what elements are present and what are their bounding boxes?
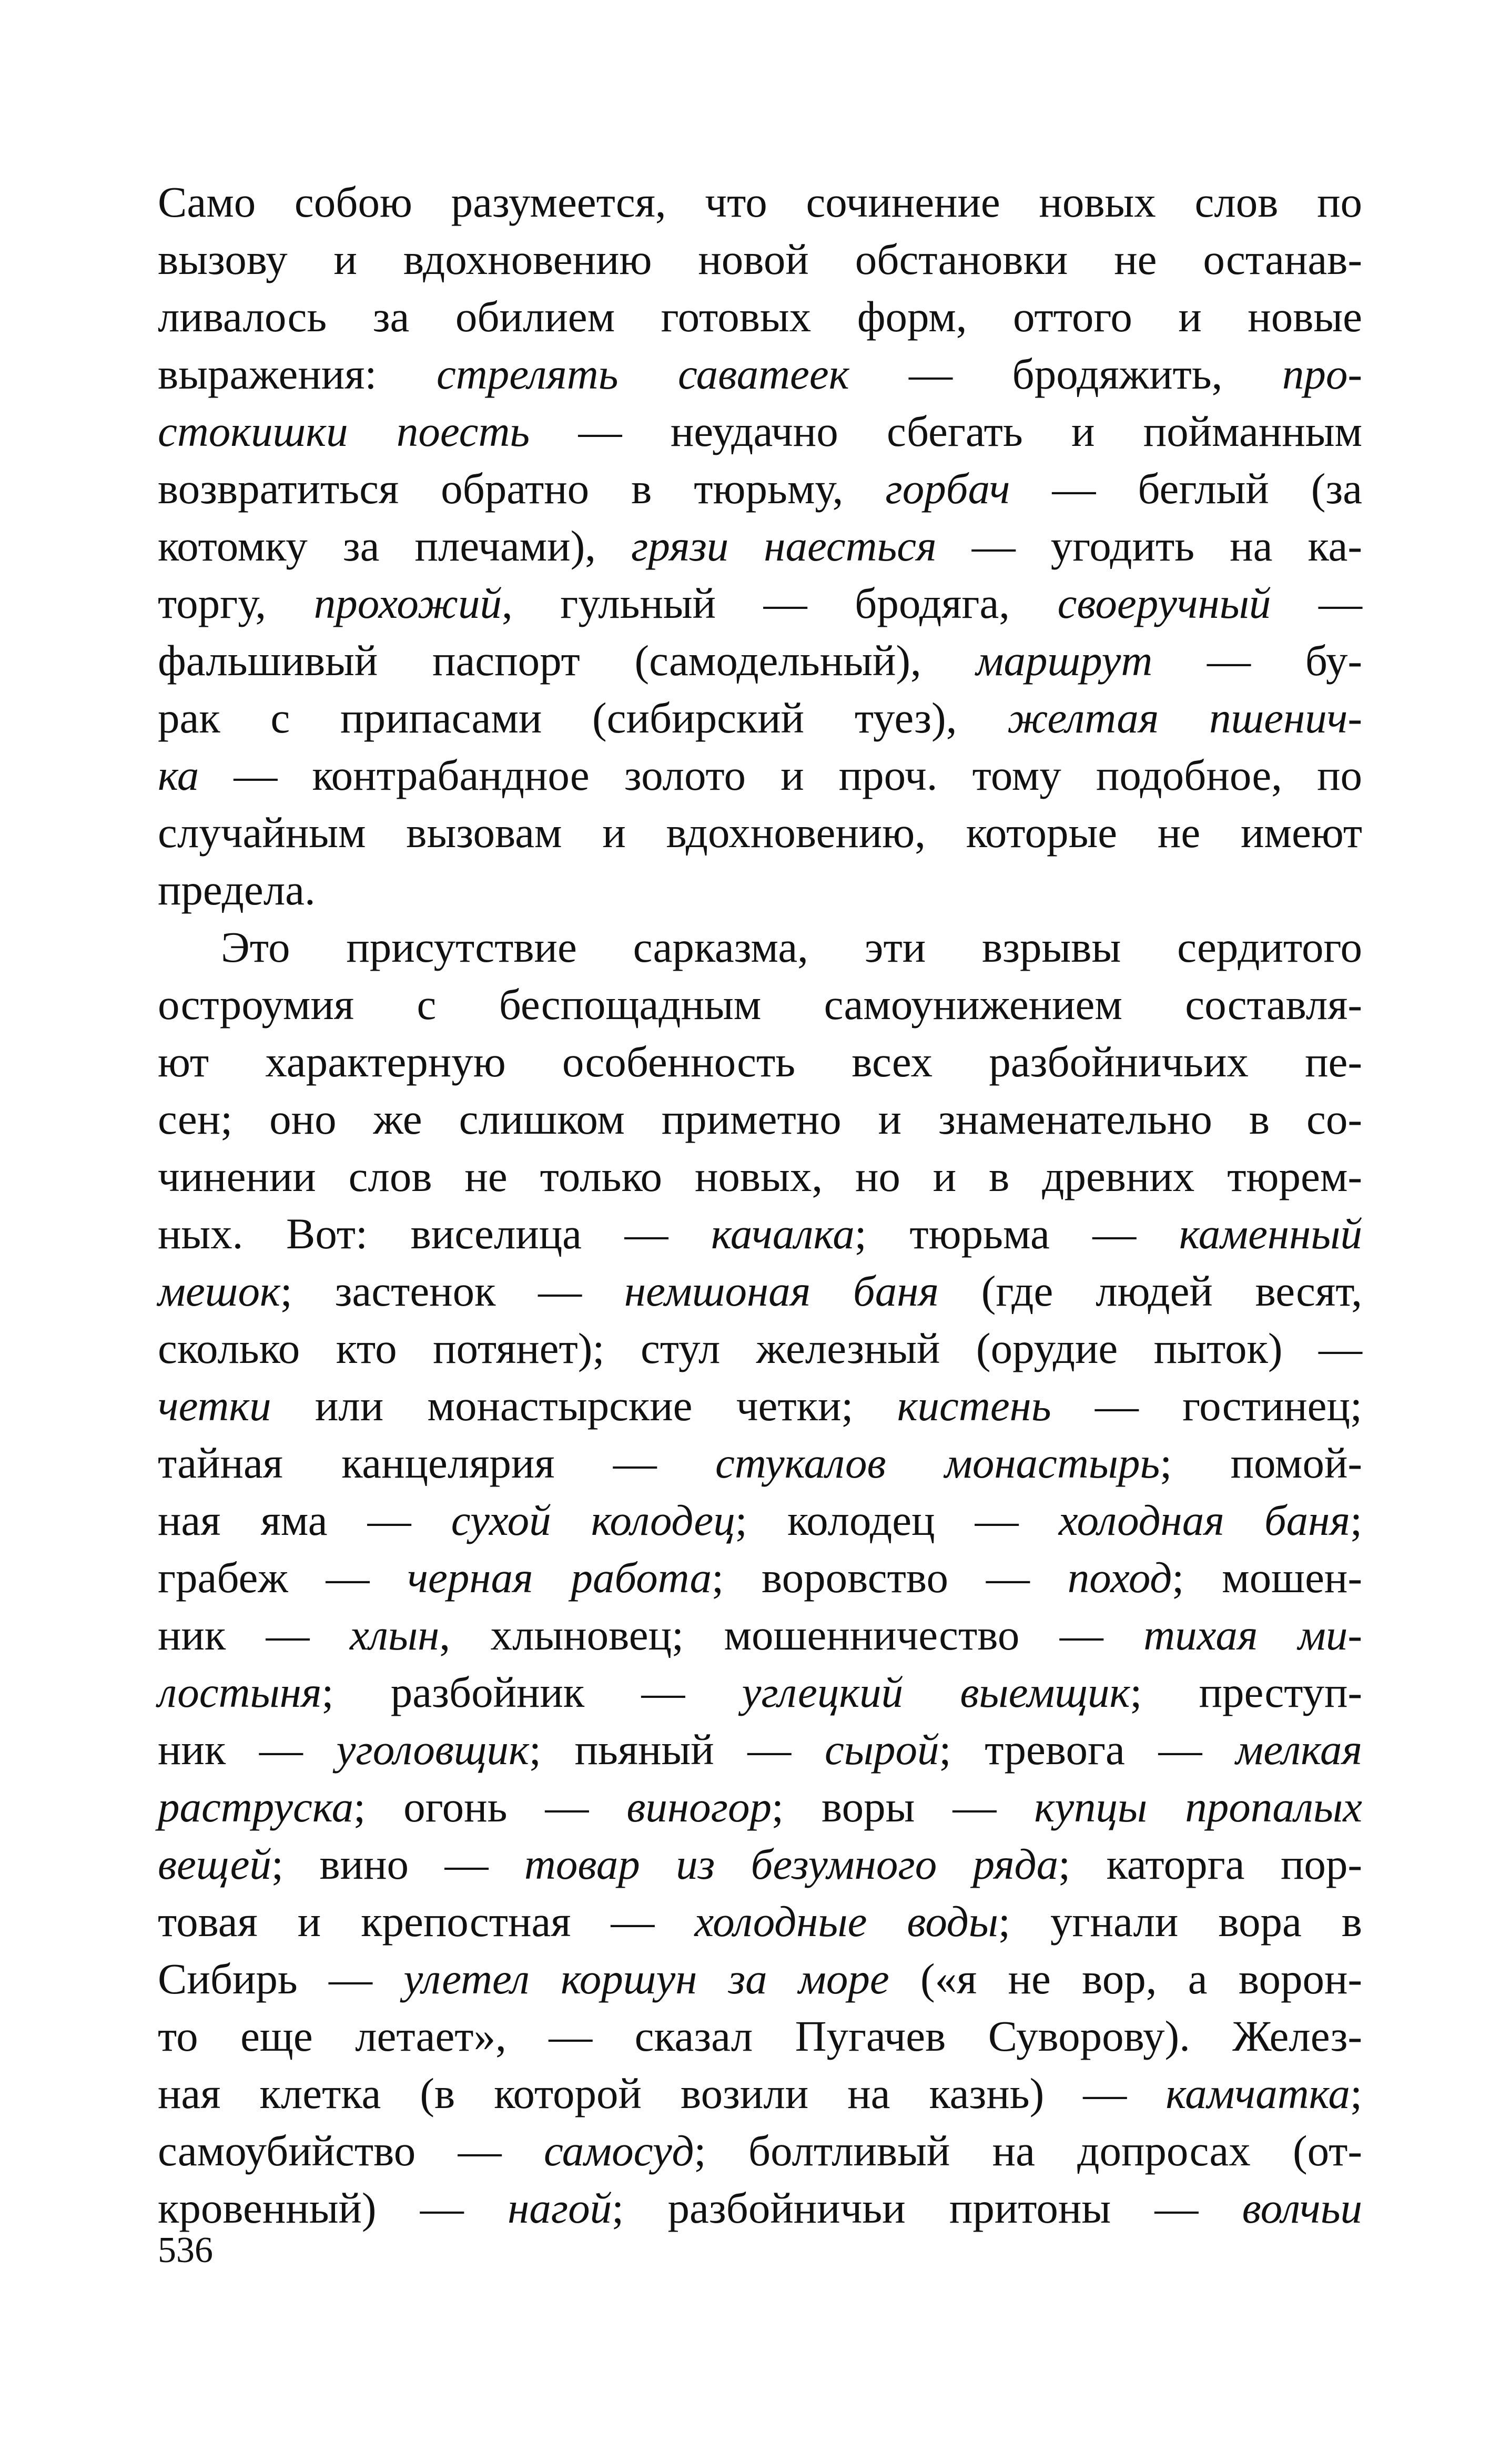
italic-term: горбач bbox=[885, 464, 1010, 513]
text-run: сен; оно же слишком приметно и знаменательно в со- bbox=[158, 1095, 1362, 1143]
text-run: ; тревога — bbox=[939, 1725, 1236, 1774]
text-line bbox=[158, 976, 1362, 1033]
text-line bbox=[158, 1205, 1362, 1262]
text-run: остроумия с беспощадным самоунижением составля- bbox=[158, 980, 1362, 1029]
text-run: — беглый (за bbox=[1010, 464, 1362, 513]
italic-term: грязи наесться bbox=[631, 522, 937, 570]
text-line bbox=[158, 1664, 1362, 1721]
text-run: Это присутствие сарказма, эти взрывы сердитого bbox=[221, 923, 1362, 971]
text-run: ; угнали вора в bbox=[998, 1897, 1362, 1946]
text-line bbox=[158, 804, 1362, 861]
text-line bbox=[158, 1893, 1362, 1950]
text-run: («я не вор, а ворон- bbox=[889, 1954, 1363, 2003]
italic-term: товар из безумного ряда bbox=[524, 1840, 1059, 1888]
text-line bbox=[158, 1262, 1362, 1320]
text-run: ; мошен- bbox=[1172, 1553, 1362, 1602]
text-line bbox=[158, 1778, 1362, 1836]
italic-term: холодные воды bbox=[694, 1897, 998, 1946]
text-run: ; тюрьма — bbox=[854, 1209, 1179, 1258]
text-line bbox=[158, 1721, 1362, 1778]
text-line bbox=[158, 1434, 1362, 1492]
text-line bbox=[158, 1606, 1362, 1664]
italic-term: раструска bbox=[158, 1783, 354, 1831]
text-line bbox=[158, 403, 1362, 460]
text-line bbox=[158, 231, 1362, 288]
text-run: ник — bbox=[158, 1611, 350, 1659]
text-run: ная яма — bbox=[158, 1496, 451, 1544]
italic-term: качалка bbox=[711, 1209, 855, 1258]
text-line bbox=[158, 1836, 1362, 1893]
text-line bbox=[158, 345, 1362, 403]
italic-term: улетел коршун за море bbox=[403, 1954, 889, 2003]
text-line bbox=[158, 632, 1362, 689]
text-run: выражения: bbox=[158, 350, 437, 398]
italic-term: сухой колодец bbox=[451, 1496, 735, 1544]
text-line bbox=[158, 460, 1362, 517]
italic-term: камчатка bbox=[1166, 2069, 1350, 2117]
italic-term: волчьи bbox=[1242, 2184, 1362, 2232]
text-line bbox=[158, 1091, 1362, 1148]
italic-term: лостыня bbox=[158, 1668, 322, 1716]
text-run: ; помой- bbox=[1160, 1439, 1363, 1487]
text-run: ; застенок — bbox=[280, 1267, 624, 1315]
italic-term: тихая ми- bbox=[1143, 1611, 1362, 1659]
italic-term: своеручный bbox=[1057, 579, 1271, 627]
text-line bbox=[158, 1033, 1362, 1091]
text-run: — контрабандное золото и проч. тому подобное, по bbox=[199, 751, 1362, 799]
text-run: сколько кто потянет); стул железный (орудие пыток) — bbox=[158, 1324, 1362, 1372]
text-line bbox=[158, 2008, 1362, 2065]
text-run: возвратиться обратно в тюрьму, bbox=[158, 464, 886, 513]
text-run: торгу, bbox=[158, 579, 314, 627]
text-run: котомку за плечами), bbox=[158, 522, 632, 570]
text-run: ; разбойник — bbox=[321, 1668, 742, 1716]
italic-term: стукалов монастырь bbox=[715, 1439, 1160, 1487]
italic-term: черная работа bbox=[407, 1553, 712, 1602]
italic-term: самосуд bbox=[543, 2126, 694, 2175]
text-line bbox=[158, 1148, 1362, 1205]
italic-term: виногор bbox=[626, 1783, 772, 1831]
text-line bbox=[158, 288, 1362, 345]
text-line bbox=[158, 1320, 1362, 1377]
italic-term: холодная баня bbox=[1058, 1496, 1350, 1544]
text-line bbox=[158, 1950, 1362, 2008]
italic-term: мелкая bbox=[1235, 1725, 1363, 1774]
text-line bbox=[158, 747, 1362, 804]
text-run: кровенный) — bbox=[158, 2184, 508, 2232]
italic-term: ка bbox=[158, 751, 199, 799]
text-line bbox=[158, 1549, 1362, 1606]
text-run: рак с припасами (сибирский туез), bbox=[158, 694, 1008, 742]
text-run: Сибирь — bbox=[158, 1954, 404, 2003]
text-run: Само собою разумеется, что сочинение новых слов по bbox=[158, 178, 1362, 226]
text-run: , гульный — бродяга, bbox=[501, 579, 1058, 627]
italic-term: кистень bbox=[897, 1381, 1051, 1430]
text-run: грабеж — bbox=[158, 1553, 408, 1602]
italic-term: углецкий выемщик bbox=[742, 1668, 1130, 1716]
text-line bbox=[158, 517, 1362, 575]
text-line bbox=[158, 1377, 1362, 1434]
text-run: ных. Вот: виселица — bbox=[158, 1209, 712, 1258]
text-run: ; bbox=[1350, 2069, 1362, 2117]
italic-term: купцы пропалых bbox=[1034, 1783, 1362, 1831]
text-run: ; преступ- bbox=[1130, 1668, 1362, 1716]
italic-term: четки bbox=[158, 1381, 271, 1430]
text-line bbox=[158, 2180, 1362, 2237]
text-run: или монастырские четки; bbox=[271, 1381, 897, 1430]
text-run: то еще летает», — сказал Пугачев Суворову). Желез- bbox=[158, 2012, 1362, 2060]
text-run: тайная канцелярия — bbox=[158, 1439, 716, 1487]
text-line bbox=[158, 861, 1362, 919]
italic-term: немшоная баня bbox=[624, 1267, 939, 1315]
text-run: — неудачно сбегать и пойманным bbox=[530, 407, 1362, 455]
text-run: ; разбойничьи притоны — bbox=[612, 2184, 1242, 2232]
italic-term: хлын bbox=[349, 1611, 440, 1659]
text-line bbox=[158, 2065, 1362, 2122]
page-number: 536 bbox=[158, 2230, 213, 2270]
text-run: фальшивый паспорт (самодельный), bbox=[158, 636, 976, 685]
italic-term: желтая пшенич- bbox=[1007, 694, 1362, 742]
text-run: — гостинец; bbox=[1051, 1381, 1362, 1430]
text-run: — bbox=[1271, 579, 1362, 627]
text-run: ; пьяный — bbox=[529, 1725, 825, 1774]
text-line bbox=[158, 575, 1362, 632]
text-run: ник — bbox=[158, 1725, 337, 1774]
text-run: ; каторга пор- bbox=[1058, 1840, 1363, 1888]
text-line bbox=[158, 174, 1362, 231]
text-run: товая и крепостная — bbox=[158, 1897, 695, 1946]
text-run: ; болтливый на допросах (от- bbox=[694, 2126, 1362, 2175]
text-run: ют характерную особенность всех разбойничьих пе- bbox=[158, 1037, 1362, 1086]
italic-term: мешок bbox=[158, 1267, 280, 1315]
italic-term: уголовщик bbox=[336, 1725, 529, 1774]
text-line bbox=[158, 689, 1362, 747]
text-run: — бу- bbox=[1152, 636, 1362, 685]
text-run: случайным вызовам и вдохновению, которые не имеют bbox=[158, 808, 1362, 857]
text-run: чинении слов не только новых, но и в древних тюрем- bbox=[158, 1152, 1362, 1200]
italic-term: вещей bbox=[158, 1840, 271, 1888]
italic-term: поход bbox=[1067, 1553, 1172, 1602]
italic-term: стокишки поесть bbox=[158, 407, 530, 455]
text-run: ; воровство — bbox=[712, 1553, 1068, 1602]
text-run: ная клетка (в которой возили на казнь) — bbox=[158, 2069, 1166, 2117]
text-run: ; огонь — bbox=[353, 1783, 627, 1831]
text-run: ; колодец — bbox=[735, 1496, 1059, 1544]
text-run: ; воры — bbox=[771, 1783, 1035, 1831]
text-run: — бродяжить, bbox=[849, 350, 1282, 398]
text-run: (где людей весят, bbox=[939, 1267, 1362, 1315]
text-run: вызову и вдохновению новой обстановки не останав- bbox=[158, 235, 1362, 283]
text-line bbox=[158, 2122, 1362, 2180]
text-run: — угодить на ка- bbox=[936, 522, 1362, 570]
italic-term: сырой bbox=[824, 1725, 939, 1774]
text-line bbox=[158, 1492, 1362, 1549]
italic-term: стрелять саватеек bbox=[436, 350, 849, 398]
text-run: предела. bbox=[158, 866, 316, 914]
italic-term: каменный bbox=[1179, 1209, 1362, 1258]
italic-term: про- bbox=[1282, 350, 1362, 398]
text-run: , хлыновец; мошенничество — bbox=[439, 1611, 1144, 1659]
text-run: самоубийство — bbox=[158, 2126, 544, 2175]
text-run: ливалось за обилием готовых форм, оттого и новые bbox=[158, 292, 1362, 341]
text-line bbox=[158, 919, 1362, 976]
italic-term: нагой bbox=[508, 2184, 612, 2232]
italic-term: маршрут bbox=[976, 636, 1153, 685]
text-run: ; bbox=[1350, 1496, 1363, 1544]
italic-term: прохожий bbox=[313, 579, 502, 627]
text-run: ; вино — bbox=[271, 1840, 524, 1888]
page-body-text bbox=[158, 174, 1362, 2237]
